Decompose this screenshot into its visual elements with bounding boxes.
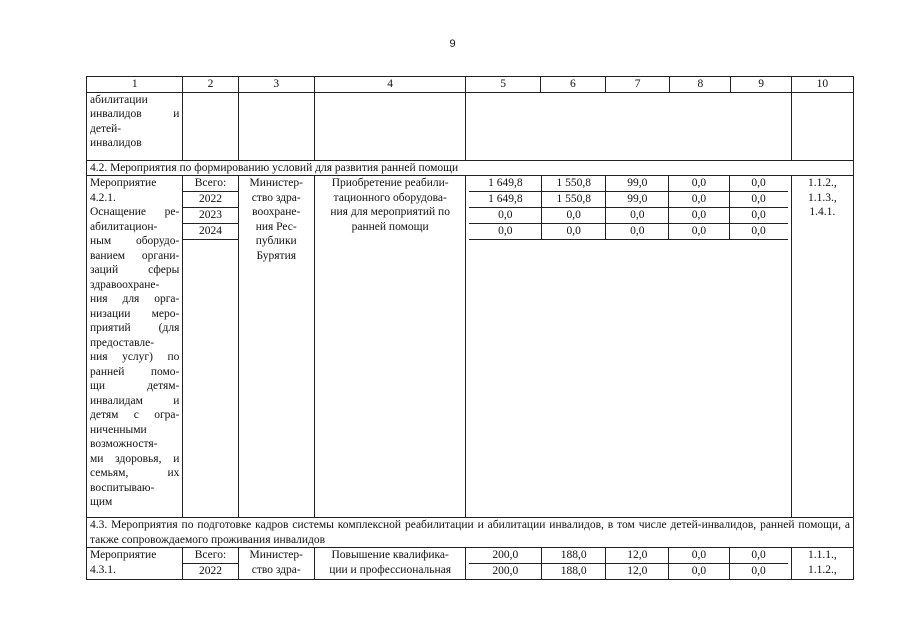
- carryover-name: [87, 92, 183, 160]
- text-line: Мероприятие: [90, 177, 157, 189]
- value-cell: 0,0: [469, 224, 542, 239]
- col-number: 2: [183, 77, 238, 93]
- measure-4-3-1-name: Мероприятие 4.3.1.: [87, 548, 183, 580]
- col-number: 4: [314, 77, 466, 93]
- measure-4-2-1-name: [87, 176, 183, 518]
- text-line: ным оборудо-: [90, 235, 180, 247]
- column-number-row: [87, 77, 854, 93]
- empty-cell: [466, 92, 791, 160]
- years-cell: [183, 176, 238, 518]
- value-cell: 188,0: [542, 564, 606, 579]
- page-number: 9: [449, 38, 456, 50]
- years-cell: [183, 548, 238, 580]
- target-indicator-links: 1.1.2., 1.1.3., 1.4.1.: [791, 176, 853, 518]
- empty-cell: [183, 92, 238, 160]
- text-line: семьям, их: [90, 467, 180, 479]
- value-cell: 0,0: [469, 208, 542, 223]
- text-line: 4.2.1.: [90, 191, 116, 204]
- text-line: здравоохране-: [90, 278, 160, 291]
- value-cell: 0,0: [606, 224, 669, 239]
- value-cell: 0,0: [669, 564, 729, 579]
- value-cell: 1 649,8: [469, 192, 542, 207]
- carryover-row: [87, 92, 854, 160]
- value-cell: 0,0: [751, 193, 766, 205]
- year-label: 2022: [183, 192, 237, 208]
- value-cell: 1 550,8: [542, 192, 606, 207]
- funding-row: [469, 548, 787, 564]
- value-cell: 188,0: [542, 548, 606, 563]
- text-line: Оснащение ре-: [90, 206, 180, 218]
- funding-values: [466, 176, 791, 518]
- text-line: предоставле-: [90, 336, 155, 349]
- text-line: щи детям-: [90, 380, 180, 392]
- text-line: ми здоровья, и: [90, 452, 180, 465]
- funding-row: [469, 208, 787, 224]
- text-line: низации меро-: [90, 307, 180, 320]
- value-cell: 1 649,8: [469, 176, 542, 191]
- measure-row: [87, 176, 854, 518]
- text-line: ния услуг) по: [90, 351, 180, 363]
- text-line: щим: [90, 496, 113, 508]
- text-line: абилитацион-: [90, 220, 158, 233]
- section-4-3-title: 4.3. Мероприятия по подготовке кадров системы комплексной реабилитации и абилитации инвалидов, в том числе детей-инвалидов, ранней помощи, а также сопровождаемого проживания инвалидов: [87, 518, 854, 548]
- value-cell: 0,0: [542, 224, 606, 239]
- text-line: детям с огра-: [90, 409, 180, 421]
- value-cell: 0,0: [751, 177, 766, 189]
- col-number: 6: [540, 77, 605, 93]
- text-line: инвалидов и: [90, 108, 180, 120]
- value-cell: 0,0: [669, 192, 729, 207]
- value-cell: 200,0: [469, 564, 542, 579]
- value-cell: 0,0: [751, 225, 766, 237]
- text-line: приятий (для: [90, 322, 180, 334]
- funding-row: [469, 176, 787, 192]
- value-cell: 0,0: [669, 208, 729, 223]
- value-cell: 0,0: [669, 548, 729, 563]
- empty-cell: [314, 92, 466, 160]
- text-line: возможностя-: [90, 438, 158, 450]
- value-cell: 99,0: [606, 176, 669, 191]
- col-number: 9: [731, 77, 791, 93]
- col-number: 1: [87, 77, 183, 93]
- year-label: 2024: [183, 224, 237, 240]
- year-label: Всего:: [183, 176, 237, 192]
- text-line: ниченными: [90, 423, 147, 436]
- text-line: инвалидам и: [90, 394, 180, 407]
- funding-row: [469, 224, 787, 240]
- value-cell: 0,0: [751, 565, 766, 577]
- year-label: 2022: [198, 565, 222, 577]
- empty-cell: [791, 92, 853, 160]
- executor: Министер- ство здра- воохране- ния Рес- публики Бурятия: [238, 176, 314, 518]
- col-number: 3: [238, 77, 314, 93]
- value-cell: 0,0: [606, 208, 669, 223]
- value-cell: 12,0: [606, 548, 669, 563]
- expected-result: Приобретение реабили- тационного оборудова- ния для мероприятий по ранней помощи: [314, 176, 466, 518]
- target-indicator-links: 1.1.1., 1.1.2.,: [791, 548, 853, 580]
- text-line: инвалидов: [90, 137, 142, 149]
- empty-cell: [238, 92, 314, 160]
- col-number: 10: [791, 77, 853, 93]
- value-cell: 1 550,8: [542, 176, 606, 191]
- text-line: ванием органи-: [90, 249, 180, 262]
- measures-table: [86, 76, 854, 580]
- value-cell: 0,0: [669, 224, 729, 239]
- value-cell: 12,0: [606, 564, 669, 579]
- measure-row: [87, 548, 854, 580]
- section-header-row: [87, 518, 854, 548]
- year-label: 2023: [183, 208, 237, 224]
- value-cell: 0,0: [751, 209, 766, 221]
- text-line: ния для орга-: [90, 293, 180, 305]
- funding-row: [469, 192, 787, 208]
- text-line: заций сферы: [90, 264, 180, 276]
- col-number: 8: [670, 77, 731, 93]
- col-number: 5: [466, 77, 540, 93]
- col-number: 7: [605, 77, 669, 93]
- text-line: детей-: [90, 122, 122, 135]
- section-header-row: [87, 160, 854, 176]
- text-line: воспитываю-: [90, 481, 155, 494]
- section-4-2-title: 4.2. Мероприятия по формированию условий для развития ранней помощи: [87, 160, 854, 176]
- funding-row: [469, 564, 787, 579]
- value-cell: 0,0: [542, 208, 606, 223]
- text-line: ранней помо-: [90, 365, 180, 378]
- expected-result: Повышение квалифика- ции и профессиональная: [314, 548, 466, 580]
- value-cell: 0,0: [669, 176, 729, 191]
- executor: Министер- ство здра-: [238, 548, 314, 580]
- year-label: Всего:: [183, 548, 237, 564]
- value-cell: 200,0: [469, 548, 542, 563]
- value-cell: 0,0: [751, 549, 766, 561]
- funding-values: [466, 548, 791, 580]
- value-cell: 99,0: [606, 192, 669, 207]
- text-line: абилитации: [90, 93, 148, 106]
